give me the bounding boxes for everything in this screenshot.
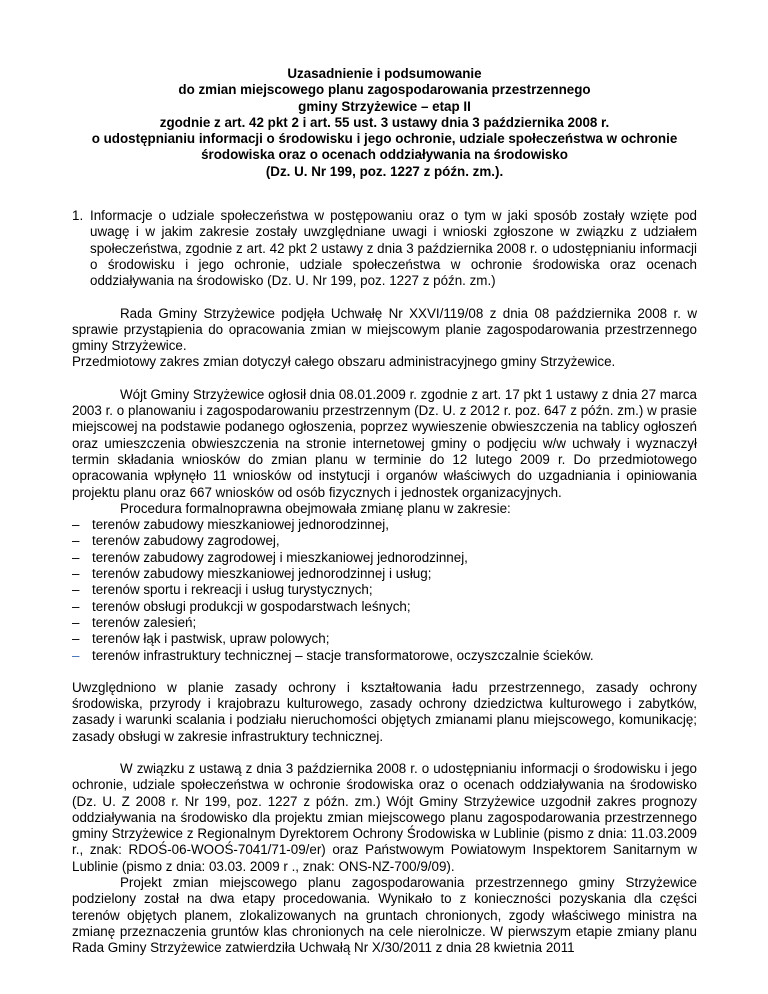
section-heading-text: Informacje o udziale społeczeństwa w postępowaniu oraz o tym w jaki sposób zostały wzięte pod uwagę i w jakim zakresie zostały uwzględniane uwagi i wnioski zgłoszone w związku z udziałem społeczeństwa, zgodnie z art. 42 pkt 2 ustawy z dnia 3 października 2008 r. o udostępnianiu informacji o środowisku i jego ochronie, udziale społeczeństwa w ochronie środowiska oraz ocenach oddziaływania na środowisko (Dz. U. Nr 199, poz. 1227 z późn. zm.): [90, 208, 697, 289]
paragraph-procedure: Procedura formalnoprawna obejmowała zmianę planu w zakresie:: [120, 500, 511, 516]
list-item: – terenów zabudowy zagrodowej i mieszkaniowej jednorodzinnej,: [72, 549, 468, 565]
list-item: – terenów zabudowy mieszkaniowej jednorodzinnej,: [72, 517, 389, 533]
dash-bullet: –: [72, 614, 80, 630]
title-line: zgodnie z art. 42 pkt 2 i art. 55 ust. 3 ustawy dnia 3 października 2008 r.: [159, 114, 610, 130]
dash-bullet: –: [72, 533, 80, 549]
dash-bullet: –: [72, 598, 80, 614]
title-line: Uzasadnienie i podsumowanie: [287, 66, 482, 81]
dash-bullet: –: [72, 566, 80, 582]
section-1: [72, 208, 697, 289]
list-item: – terenów sportu i rekreacji i usług turystycznych;: [72, 582, 373, 598]
title-line: o udostępnianiu informacji o środowisku i jego ochronie, udziale społeczeństwa w ochronie: [91, 131, 678, 147]
dash-bullet: –: [72, 631, 80, 647]
dash-bullet: –: [72, 517, 80, 533]
paragraph-announcement: Wójt Gminy Strzyżewice ogłosił dnia 08.01.2009 r. zgodnie z art. 17 pkt 1 ustawy z dnia 27 marca 2003 r. o planowaniu i zagospodarowaniu przestrzennym (Dz. U. z 2012 r. poz. 647 z późn. zm.) w prasie miejscowej na podstawie podanego ogłoszenia, poprzez wywieszenie obwieszczenia na tablicy ogłoszeń oraz umieszczenia obwieszczenia na stronie internetowej gminy o podjęciu w/w uchwały i wyznaczył termin składania wniosków do zmian planu w terminie do 12 lutego 2009 r. Do przedmiotowego opracowania wpłynęło 11 wniosków od instytucji i organów właściwych do uzgadniania i opiniowania projektu planu oraz 667 wniosków od osób fizycznych i jednostek organizacyjnych.: [72, 386, 697, 500]
title-line: środowiska oraz o ocenach oddziaływania na środowisko: [201, 147, 568, 163]
list-item: – terenów zabudowy zagrodowej,: [72, 533, 280, 549]
paragraph-principles: Uwzględniono w planie zasady ochrony i kształtowania ładu przestrzennego, zasady ochrony środowiska, przyrody i krajobrazu kulturowego, zasady ochrony dziedzictwa kulturowego i zabytków, zasady i warunki scalania i podziału nieruchomości objętych zmianami planu miejscowego, komunikację; zasady obsługi w zakresie infrastruktury technicznej.: [72, 679, 697, 744]
dash-bullet: –: [72, 647, 80, 663]
list-item: – terenów obsługi produkcji w gospodarstwach leśnych;: [72, 598, 411, 614]
document-title: [72, 66, 697, 180]
paragraph-resolution: Rada Gminy Strzyżewice podjęła Uchwałę Nr XXVI/119/08 z dnia 08 października 2008 r. w sprawie przystąpienia do opracowania zmian w miejscowym planie zagospodarowania przestrzennego gminy Strzyżewice.: [72, 305, 697, 354]
paragraph-scope: Przedmiotowy zakres zmian dotyczył całego obszaru administracyjnego gminy Strzyżewice.: [72, 354, 616, 370]
dash-bullet: –: [72, 582, 80, 598]
zones-list: [72, 517, 697, 664]
list-item: – terenów łąk i pastwisk, upraw polowych;: [72, 631, 330, 647]
list-item: – terenów zalesień;: [72, 614, 197, 630]
document-page: [72, 66, 697, 957]
list-item: – terenów zabudowy mieszkaniowej jednorodzinnej i usług;: [72, 566, 432, 582]
title-line: (Dz. U. Nr 199, poz. 1227 z późn. zm.).: [265, 163, 504, 179]
title-line: do zmian miejscowego planu zagospodarowania przestrzennego: [178, 82, 591, 98]
section-number: 1.: [72, 208, 84, 224]
paragraph-environment: W związku z ustawą z dnia 3 października 2008 r. o udostępnianiu informacji o środowisku i jego ochronie, udziale społeczeństwa w ochronie środowiska oraz o ocenach oddziaływania na środowisko (Dz. U. Z 2008 r. Nr 199, poz. 1227 z późn. zm.) Wójt Gminy Strzyżewice uzgodnił zakres prognozy oddziaływania na środowisko dla projektu zmian miejscowego planu zagospodarowania przestrzennego gminy Strzyżewice z Regionalnym Dyrektorem Ochrony Środowiska w Lublinie (pismo z dnia: 11.03.2009 r., znak: RDOŚ-06-WOOŚ-7041/71-09/er) oraz Państwowym Powiatowym Inspektorem Sanitarnym w Lublinie (pismo z dnia: 03.03. 2009 r ., znak: ONS-NZ-700/9/09).: [72, 760, 697, 874]
title-line: gminy Strzyżewice – etap II: [298, 98, 471, 114]
list-item: – terenów infrastruktury technicznej – stacje transformatorowe, oczyszczalnie ścieków.: [72, 647, 594, 663]
dash-bullet: –: [72, 549, 80, 565]
paragraph-stages: Projekt zmian miejscowego planu zagospodarowania przestrzennego gminy Strzyżewice podzielony został na dwa etapy procedowania. Wynikało to z konieczności pozyskania dla części terenów objętych planem, zlokalizowanych na gruntach chronionych, zgody właściwego ministra na zmianę przeznaczenia gruntów klas chronionych na cele nierolnicze. W pierwszym etapie zmiany planu Rada Gminy Strzyżewice zatwierdziła Uchwałą Nr X/30/2011 z dnia 28 kwietnia 2011: [72, 875, 697, 956]
